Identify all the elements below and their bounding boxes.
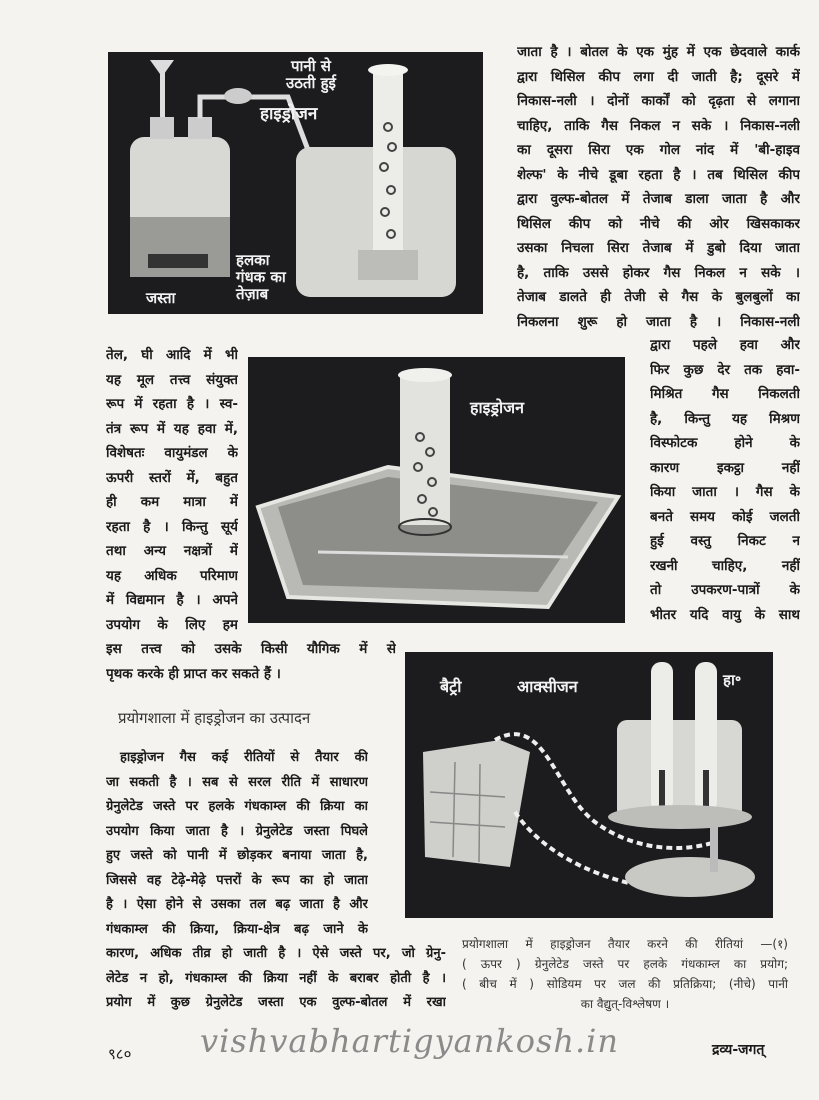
text-line: द्वारा थिसिल कीप लगा दी जाती है; दूसरे में [517,68,800,85]
text-line: निकास-नली । दोनों कार्कों को दृढ़ता से लगाना [517,93,800,109]
text-line: रखनी चाहिए, नहीं [650,557,800,574]
text-line: निकलना शुरू हो जाता है । निकास-नली [517,313,800,330]
text-line: रूप में रहता है । स्व- [106,396,238,412]
section-heading: प्रयोगशाला में हाइड्रोजन का उत्पादन [118,709,311,727]
text-line: तो उपकरण-पात्रों के [650,582,800,598]
text-line: है । ऐसा होने से उसका तल बढ़ जाता है और [106,897,368,912]
text-line: पृथक करके ही प्राप्त कर सकते हैं । [106,665,281,682]
tray-illustration [248,357,625,623]
text-line: में विद्यमान है । अपने [106,592,238,608]
text-line: फिर कुछ देर तक हवा- [650,361,800,378]
text-line: थिसिल कीप को नीचे की ओर खिसकाकर [517,215,800,232]
text-line: शेल्फ' के नीचे डूबा रहता है । तब थिसिल कीप [517,166,800,183]
text-line: मिश्रित गैस निकलती [650,386,800,402]
left-narrow-column-text [106,343,238,637]
text-line: ग्रेनुलेटेड जस्ते पर हलके गंधकाम्ल की क्रिया का [106,799,368,814]
figure-caption [462,934,788,1014]
text-line: उसका निचला सिरा तेजाब में डुबो दिया जाता [517,240,800,256]
text-line: है, किन्तु यह मिश्रण [650,410,800,427]
caption-line: का वैद्युत्-विश्लेषण । [580,997,670,1011]
page-number: ९८० [108,1045,132,1063]
right-column-text [517,40,800,334]
text-line: तथा अन्य नक्षत्रों में [106,543,238,559]
text-line: हुए जस्ते को पानी में छोड़कर बनाया जाता है, [106,848,368,863]
text-line: यह मूल तत्त्व संयुक्त [106,371,238,388]
text-line: तेजाब डालते ही तेजी से गैस के बुलबुलों का [517,289,800,305]
text-line: ऊपरी स्तरों में, बहुत [106,469,238,486]
text-line: इस तत्त्व को उसके किसी यौगिक में से [106,641,396,657]
label-zinc: जस्ता [146,289,176,307]
text-line: गंधकाम्ल की क्रिया, क्रिया-क्षेत्र बढ़ जाने के [106,921,368,937]
running-title: द्रव्य-जगत् [712,1042,765,1058]
text-line: तेल, घी आदि में भी [106,347,238,363]
text-line: कारण, अधिक तीव्र हो जाती है । ऐसे जस्ते पर, जो ग्रेनु- [106,946,446,961]
text-line: कारण इकट्ठा नहीं [650,459,800,476]
figure-sodium-tray [248,357,625,623]
text-line: द्वारा पहले हवा और [650,337,800,353]
label-hydrogen: हाइड्रोजन [470,398,524,417]
left-wide-text [106,637,396,686]
text-line: का दूसरा सिरा एक गोल नांद में 'बी-हाइव [517,142,800,158]
text-line: बनते समय कोई जलती [650,508,800,525]
text-line: लेटेड न हो, गंधकाम्ल की क्रिया नहीं के बराबर होती है । [106,970,446,986]
right-narrow-column-text [650,333,800,627]
section-body-text [106,746,446,1016]
text-line: जाता है । बोतल के एक मुंह में एक छेदवाले कार्क [517,44,800,60]
watermark: vishvabhartigyankosh.in [200,1022,620,1060]
caption-line: ( ऊपर ) ग्रेनुलेटेड जस्ते पर हलके गंधकाम्ल का प्रयोग; [462,957,788,971]
text-line: किया जाता । गैस के [650,484,800,500]
text-line: विशेषतः वायुमंडल के [106,445,238,461]
text-line: जा सकती है । सब से सरल रीति में साधारण [106,774,368,790]
text-line: भीतर यदि वायु के साथ [650,606,800,623]
label-water-rising: पानी से उठती हुई [286,57,336,92]
text-line: द्वारा वुल्फ-बोतल में तेजाब डाला जाता है और [517,191,800,207]
text-line: तंत्र रूप में यह हवा में, [106,420,238,437]
figure-electrolysis [405,652,773,918]
label-battery: बैट्री [440,677,462,696]
text-line: रहता है । किन्तु सूर्य [106,518,238,535]
text-line: विस्फोटक होने के [650,435,800,451]
text-line: यह अधिक परिमाण [106,567,238,584]
text-line: प्रयोग में कुछ ग्रेनुलेटेड जस्ता एक वुल्फ-बोतल में रखा [106,995,446,1010]
text-line: चाहिए, ताकि गैस निकल न सके । निकास-नली [517,117,800,134]
text-line: ही कम मात्रा में [106,494,238,510]
text-line: हाइड्रोजन गैस कई रीतियों से तैयार की [120,750,368,765]
text-line: उपयोग किया जाता है । ग्रेनुलेटेड जस्ता पिघले [106,823,368,839]
label-hydrogen: हाइड्रोजन [260,104,318,124]
label-hydrogen-short: हा॰ [723,671,742,689]
caption-line: ( बीच में ) सोडियम पर जल की प्रतिक्रिया; (नीचे) पानी [462,977,788,991]
label-dilute-acid: हलका गंधक का तेज़ाब [236,251,286,303]
text-line: जिससे वह टेढ़े-मेढ़े पत्तरों के रूप का हो जाता [106,872,368,888]
figure-kipp-apparatus [108,52,483,314]
text-line: है, ताकि उससे होकर गैस निकल न सके । [517,264,800,281]
text-line: हुई वस्तु निकट न [650,533,800,549]
label-oxygen: आक्सीजन [517,677,578,696]
caption-line: प्रयोगशाला में हाइड्रोजन तैयार करने की रीतियां —(१) [462,937,788,951]
text-line: उपयोग के लिए हम [106,616,238,633]
